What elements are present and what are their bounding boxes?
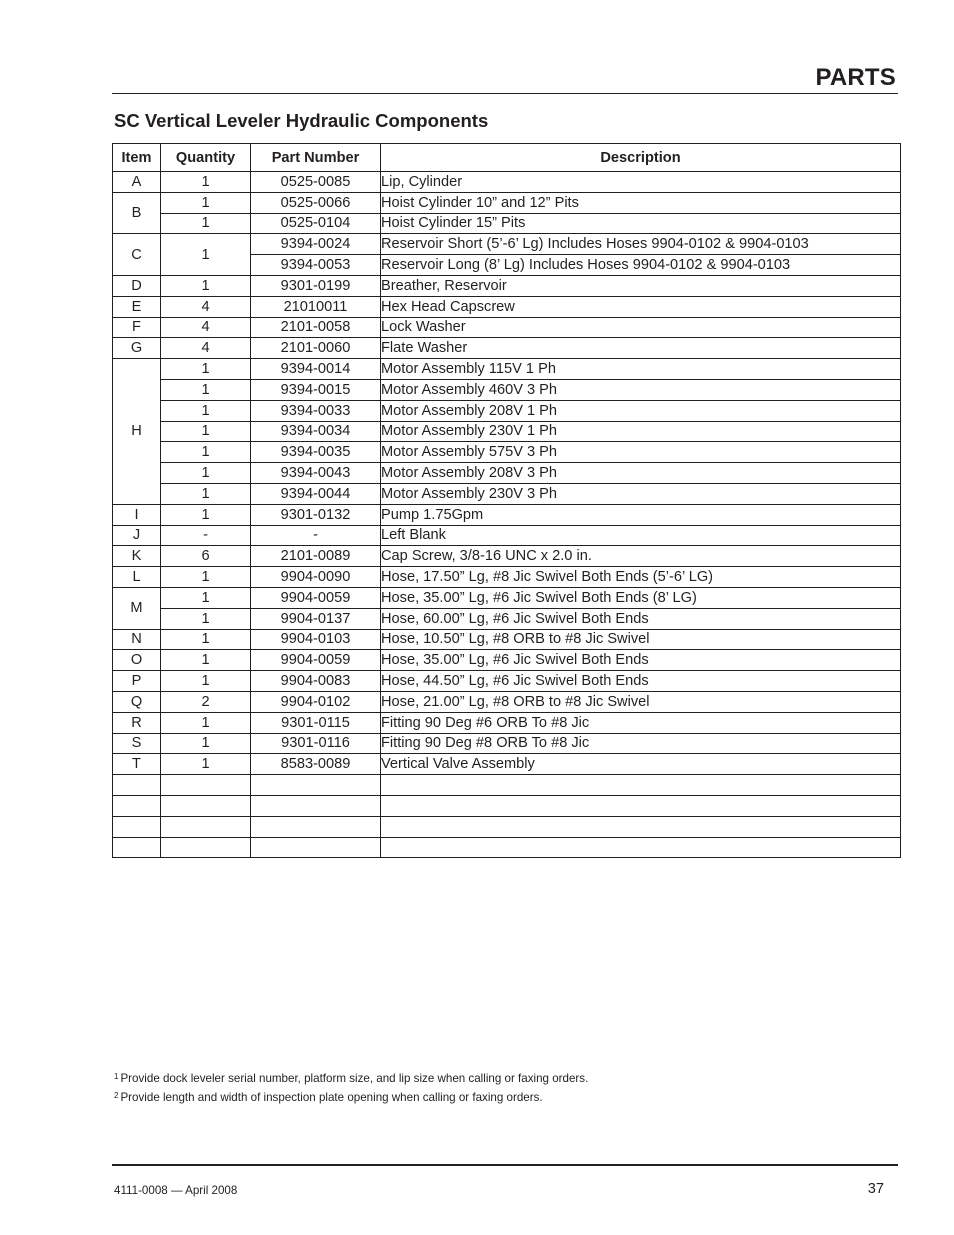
quantity-cell: 1	[161, 712, 251, 733]
table-row	[113, 754, 901, 775]
quantity-cell: 1	[161, 359, 251, 380]
quantity-cell: 1	[161, 629, 251, 650]
parts-table	[112, 143, 901, 858]
table-row	[113, 712, 901, 733]
footnote-text: Provide length and width of inspection plate opening when calling or faxing orders.	[120, 1090, 543, 1104]
part-number-cell: 9301-0116	[251, 733, 381, 754]
description-cell: Motor Assembly 230V 3 Ph	[381, 483, 901, 504]
quantity-cell: 1	[161, 442, 251, 463]
part-number-cell	[251, 837, 381, 858]
item-cell: P	[113, 671, 161, 692]
part-number-cell: 9394-0024	[251, 234, 381, 255]
table-row	[113, 213, 901, 234]
part-number-cell: 9904-0102	[251, 691, 381, 712]
table-row	[113, 525, 901, 546]
part-number-cell: 9904-0083	[251, 671, 381, 692]
part-number-cell: 8583-0089	[251, 754, 381, 775]
description-cell: Hose, 21.00” Lg, #8 ORB to #8 Jic Swivel	[381, 691, 901, 712]
document-number: 4111-0008 — April 2008	[114, 1184, 238, 1197]
item-cell: B	[113, 192, 161, 234]
description-cell: Lip, Cylinder	[381, 172, 901, 193]
quantity-cell: 1	[161, 504, 251, 525]
item-cell: L	[113, 567, 161, 588]
part-number-cell: 9904-0059	[251, 650, 381, 671]
column-header-item: Item	[113, 144, 161, 172]
section-title: PARTS	[815, 64, 896, 91]
column-header-description: Description	[381, 144, 901, 172]
item-cell: O	[113, 650, 161, 671]
table-row	[113, 379, 901, 400]
part-number-cell: 2101-0089	[251, 546, 381, 567]
description-cell: Motor Assembly 208V 1 Ph	[381, 400, 901, 421]
table-row	[113, 587, 901, 608]
table-row	[113, 650, 901, 671]
description-cell	[381, 837, 901, 858]
description-cell: Left Blank	[381, 525, 901, 546]
quantity-cell: 1	[161, 567, 251, 588]
description-cell: Cap Screw, 3/8-16 UNC x 2.0 in.	[381, 546, 901, 567]
item-cell: J	[113, 525, 161, 546]
table-row	[113, 504, 901, 525]
description-cell: Motor Assembly 575V 3 Ph	[381, 442, 901, 463]
description-cell: Hose, 10.50” Lg, #8 ORB to #8 Jic Swivel	[381, 629, 901, 650]
description-cell: Hoist Cylinder 10” and 12” Pits	[381, 192, 901, 213]
quantity-cell: 6	[161, 546, 251, 567]
description-cell: Hose, 60.00” Lg, #6 Jic Swivel Both Ends	[381, 608, 901, 629]
item-cell	[113, 775, 161, 796]
quantity-cell: 1	[161, 587, 251, 608]
description-cell: Motor Assembly 460V 3 Ph	[381, 379, 901, 400]
quantity-cell: 1	[161, 172, 251, 193]
part-number-cell: 9394-0053	[251, 255, 381, 276]
part-number-cell: 9394-0034	[251, 421, 381, 442]
item-cell: D	[113, 275, 161, 296]
quantity-cell: 1	[161, 213, 251, 234]
table-row	[113, 359, 901, 380]
part-number-cell	[251, 775, 381, 796]
table-row	[113, 483, 901, 504]
table-row	[113, 275, 901, 296]
part-number-cell: 9394-0044	[251, 483, 381, 504]
top-divider	[112, 93, 898, 94]
part-number-cell	[251, 816, 381, 837]
quantity-cell: 1	[161, 400, 251, 421]
item-cell: R	[113, 712, 161, 733]
description-cell: Lock Washer	[381, 317, 901, 338]
table-row	[113, 172, 901, 193]
column-header-part-number: Part Number	[251, 144, 381, 172]
item-cell	[113, 837, 161, 858]
table-row	[113, 296, 901, 317]
quantity-cell: 1	[161, 463, 251, 484]
part-number-cell: 9301-0199	[251, 275, 381, 296]
description-cell: Motor Assembly 230V 1 Ph	[381, 421, 901, 442]
table-row	[113, 671, 901, 692]
table-row	[113, 442, 901, 463]
part-number-cell: 9904-0059	[251, 587, 381, 608]
description-cell: Vertical Valve Assembly	[381, 754, 901, 775]
item-cell: H	[113, 359, 161, 505]
description-cell: Breather, Reservoir	[381, 275, 901, 296]
part-number-cell: -	[251, 525, 381, 546]
quantity-cell: 4	[161, 338, 251, 359]
table-row	[113, 546, 901, 567]
part-number-cell: 21010011	[251, 296, 381, 317]
bottom-divider	[112, 1164, 898, 1166]
page-title: SC Vertical Leveler Hydraulic Components	[114, 110, 489, 131]
description-cell: Hose, 44.50” Lg, #6 Jic Swivel Both Ends	[381, 671, 901, 692]
description-cell: Pump 1.75Gpm	[381, 504, 901, 525]
description-cell: Hex Head Capscrew	[381, 296, 901, 317]
description-cell: Motor Assembly 115V 1 Ph	[381, 359, 901, 380]
footnote-marker: 1	[114, 1072, 119, 1081]
part-number-cell: 2101-0058	[251, 317, 381, 338]
description-cell: Motor Assembly 208V 3 Ph	[381, 463, 901, 484]
description-cell: Reservoir Short (5’-6’ Lg) Includes Hoses 9904-0102 & 9904-0103	[381, 234, 901, 255]
description-cell	[381, 816, 901, 837]
part-number-cell: 9394-0014	[251, 359, 381, 380]
part-number-cell: 2101-0060	[251, 338, 381, 359]
description-cell: Hose, 35.00” Lg, #6 Jic Swivel Both Ends	[381, 650, 901, 671]
item-cell: G	[113, 338, 161, 359]
table-row	[113, 795, 901, 816]
table-row	[113, 775, 901, 796]
table-row	[113, 629, 901, 650]
table-row	[113, 463, 901, 484]
quantity-cell: 1	[161, 733, 251, 754]
quantity-cell: 1	[161, 671, 251, 692]
part-number-cell: 0525-0085	[251, 172, 381, 193]
item-cell: M	[113, 587, 161, 629]
table-row	[113, 234, 901, 255]
quantity-cell: 1	[161, 421, 251, 442]
description-cell: Fitting 90 Deg #8 ORB To #8 Jic	[381, 733, 901, 754]
quantity-cell: 1	[161, 754, 251, 775]
quantity-cell: 1	[161, 483, 251, 504]
description-cell: Hoist Cylinder 15” Pits	[381, 213, 901, 234]
page-number: 37	[867, 1181, 884, 1197]
item-cell: Q	[113, 691, 161, 712]
quantity-cell: 1	[161, 650, 251, 671]
part-number-cell: 9301-0115	[251, 712, 381, 733]
quantity-cell: 2	[161, 691, 251, 712]
column-header-quantity: Quantity	[161, 144, 251, 172]
table-row	[113, 816, 901, 837]
description-cell: Reservoir Long (8’ Lg) Includes Hoses 9904-0102 & 9904-0103	[381, 255, 901, 276]
footnote	[114, 1088, 588, 1107]
part-number-cell: 9301-0132	[251, 504, 381, 525]
part-number-cell: 9904-0137	[251, 608, 381, 629]
item-cell: K	[113, 546, 161, 567]
table-row	[113, 567, 901, 588]
table-row	[113, 400, 901, 421]
table-row	[113, 317, 901, 338]
quantity-cell: 4	[161, 296, 251, 317]
description-cell: Flate Washer	[381, 338, 901, 359]
item-cell	[113, 795, 161, 816]
quantity-cell	[161, 795, 251, 816]
table-row	[113, 338, 901, 359]
item-cell: A	[113, 172, 161, 193]
quantity-cell: 1	[161, 275, 251, 296]
part-number-cell	[251, 795, 381, 816]
item-cell: I	[113, 504, 161, 525]
item-cell: T	[113, 754, 161, 775]
table-row	[113, 192, 901, 213]
part-number-cell: 9394-0043	[251, 463, 381, 484]
quantity-cell	[161, 816, 251, 837]
description-cell	[381, 795, 901, 816]
item-cell: S	[113, 733, 161, 754]
quantity-cell	[161, 837, 251, 858]
table-header-row	[113, 144, 901, 172]
description-cell: Hose, 17.50” Lg, #8 Jic Swivel Both Ends (5’-6’ LG)	[381, 567, 901, 588]
part-number-cell: 9904-0090	[251, 567, 381, 588]
item-cell: C	[113, 234, 161, 276]
part-number-cell: 0525-0104	[251, 213, 381, 234]
table-row	[113, 608, 901, 629]
quantity-cell	[161, 775, 251, 796]
item-cell: F	[113, 317, 161, 338]
item-cell: N	[113, 629, 161, 650]
part-number-cell: 9394-0035	[251, 442, 381, 463]
table-row	[113, 421, 901, 442]
item-cell: E	[113, 296, 161, 317]
item-cell	[113, 816, 161, 837]
table-row	[113, 733, 901, 754]
table-row	[113, 837, 901, 858]
footnote	[114, 1069, 588, 1088]
quantity-cell: 1	[161, 192, 251, 213]
table-row	[113, 691, 901, 712]
footnotes	[114, 1069, 588, 1106]
quantity-cell: 1	[161, 379, 251, 400]
description-cell: Fitting 90 Deg #6 ORB To #8 Jic	[381, 712, 901, 733]
part-number-cell: 9904-0103	[251, 629, 381, 650]
quantity-cell: 1	[161, 234, 251, 276]
quantity-cell: -	[161, 525, 251, 546]
quantity-cell: 4	[161, 317, 251, 338]
part-number-cell: 9394-0015	[251, 379, 381, 400]
part-number-cell: 9394-0033	[251, 400, 381, 421]
quantity-cell: 1	[161, 608, 251, 629]
footnote-marker: 2	[114, 1090, 119, 1100]
footnote-text: Provide dock leveler serial number, platform size, and lip size when calling or faxing orders.	[120, 1072, 589, 1085]
description-cell: Hose, 35.00” Lg, #6 Jic Swivel Both Ends (8’ LG)	[381, 587, 901, 608]
description-cell	[381, 775, 901, 796]
part-number-cell: 0525-0066	[251, 192, 381, 213]
